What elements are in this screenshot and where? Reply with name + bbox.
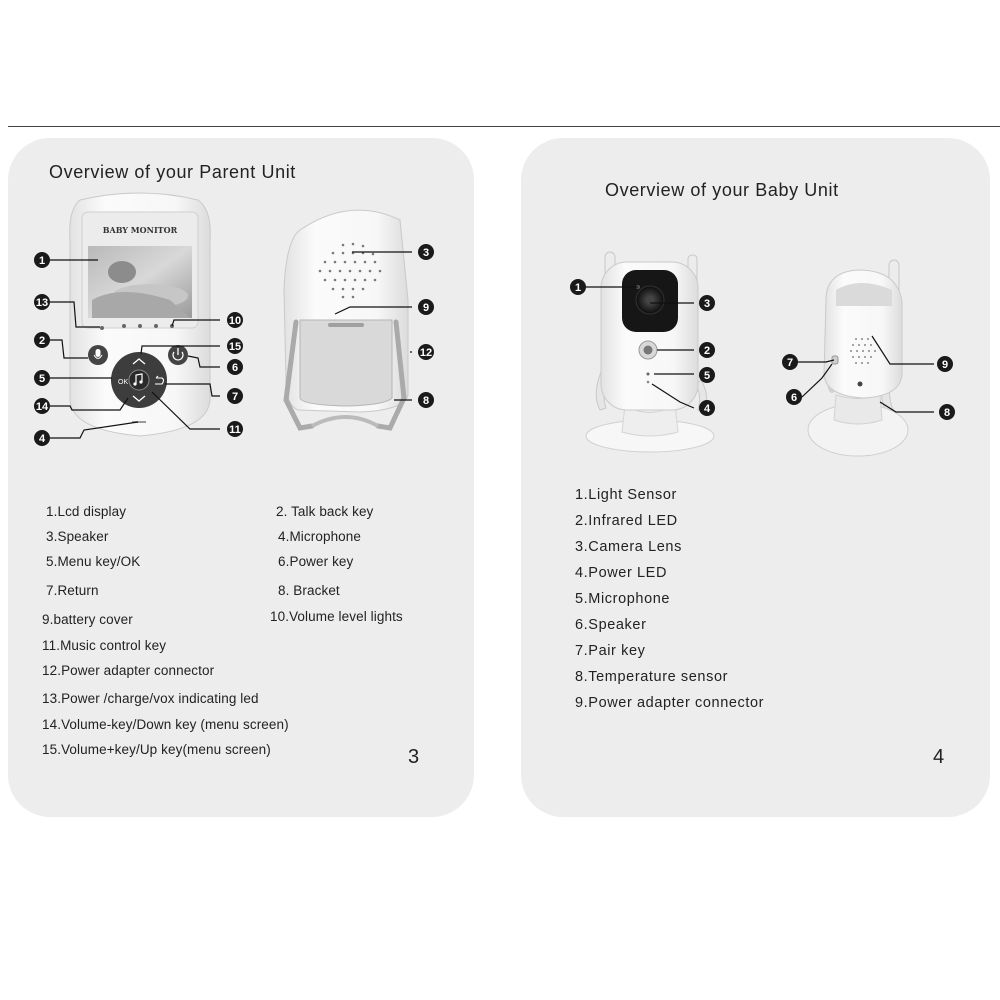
legend-item: 8.Temperature sensor — [575, 669, 729, 685]
legend-item: 2. Talk back key — [276, 504, 374, 519]
svg-text:14: 14 — [35, 401, 49, 413]
svg-text:11: 11 — [229, 424, 241, 436]
svg-text:7: 7 — [786, 357, 794, 369]
legend-item: 7.Return — [46, 583, 99, 598]
svg-text:4: 4 — [38, 433, 46, 445]
legend-item: 15.Volume+key/Up key(menu screen) — [42, 742, 271, 757]
svg-text:8: 8 — [943, 407, 951, 419]
legend-item: 1.Light Sensor — [575, 487, 677, 503]
page-number: 3 — [408, 746, 420, 768]
svg-text:2: 2 — [703, 345, 711, 357]
svg-text:9: 9 — [941, 359, 949, 371]
legend-item: 10.Volume level lights — [270, 609, 403, 624]
baby-unit-back — [808, 260, 908, 456]
legend-item: 4.Microphone — [278, 529, 361, 544]
legend-item: 12.Power adapter connector — [42, 663, 215, 678]
legend-item: 3.Camera Lens — [575, 539, 682, 555]
page-title: Overview of your Parent Unit — [49, 162, 296, 182]
legend-item: 4.Power LED — [575, 565, 668, 581]
svg-text:9: 9 — [422, 302, 430, 314]
parent-unit-front — [70, 193, 211, 436]
page-title: Overview of your Baby Unit — [605, 180, 839, 200]
svg-text:15: 15 — [228, 341, 242, 353]
legend-item: 9.battery cover — [42, 612, 133, 627]
legend-item: 14.Volume-key/Down key (menu screen) — [42, 717, 289, 732]
svg-text:7: 7 — [231, 391, 239, 403]
svg-text:6: 6 — [790, 392, 798, 404]
svg-text:3: 3 — [703, 298, 711, 310]
legend-item: 9.Power adapter connector — [575, 695, 765, 711]
svg-text:6: 6 — [231, 362, 239, 374]
legend-item: 3.Speaker — [46, 529, 109, 544]
legend-item: 6.Power key — [278, 554, 354, 569]
legend-item: 7.Pair key — [575, 643, 646, 659]
microphone-hole — [647, 373, 650, 376]
legend-item: 2.Infrared LED — [575, 513, 678, 529]
legend-item: 1.Lcd display — [46, 504, 127, 519]
svg-text:3: 3 — [422, 247, 430, 259]
svg-text:4: 4 — [703, 403, 711, 415]
svg-text:8: 8 — [422, 395, 430, 407]
svg-text:12: 12 — [419, 347, 433, 359]
legend-item: 6.Speaker — [575, 617, 647, 633]
power-led — [647, 381, 650, 384]
svg-text:1: 1 — [38, 255, 46, 267]
legend-item: 13.Power /charge/vox indicating led — [42, 691, 259, 706]
device-screen-label: BABY MONITOR — [102, 225, 178, 235]
baby-unit-front — [586, 252, 714, 452]
svg-text:13: 13 — [35, 297, 49, 309]
svg-text:10: 10 — [228, 315, 242, 327]
ok-icon: OK — [118, 379, 129, 386]
svg-text:5: 5 — [38, 373, 46, 385]
page-number: 4 — [933, 746, 945, 768]
parent-unit-back — [284, 210, 408, 428]
svg-text:1: 1 — [574, 282, 582, 294]
legend-item: 5.Microphone — [575, 591, 671, 607]
legend-item: 11.Music control key — [42, 638, 167, 653]
battery-cover — [300, 320, 392, 406]
legend-item: 5.Menu key/OK — [46, 554, 141, 569]
svg-text:2: 2 — [38, 335, 46, 347]
svg-text:5: 5 — [703, 370, 711, 382]
legend-item: 8. Bracket — [278, 583, 340, 598]
temperature-sensor — [858, 382, 863, 387]
